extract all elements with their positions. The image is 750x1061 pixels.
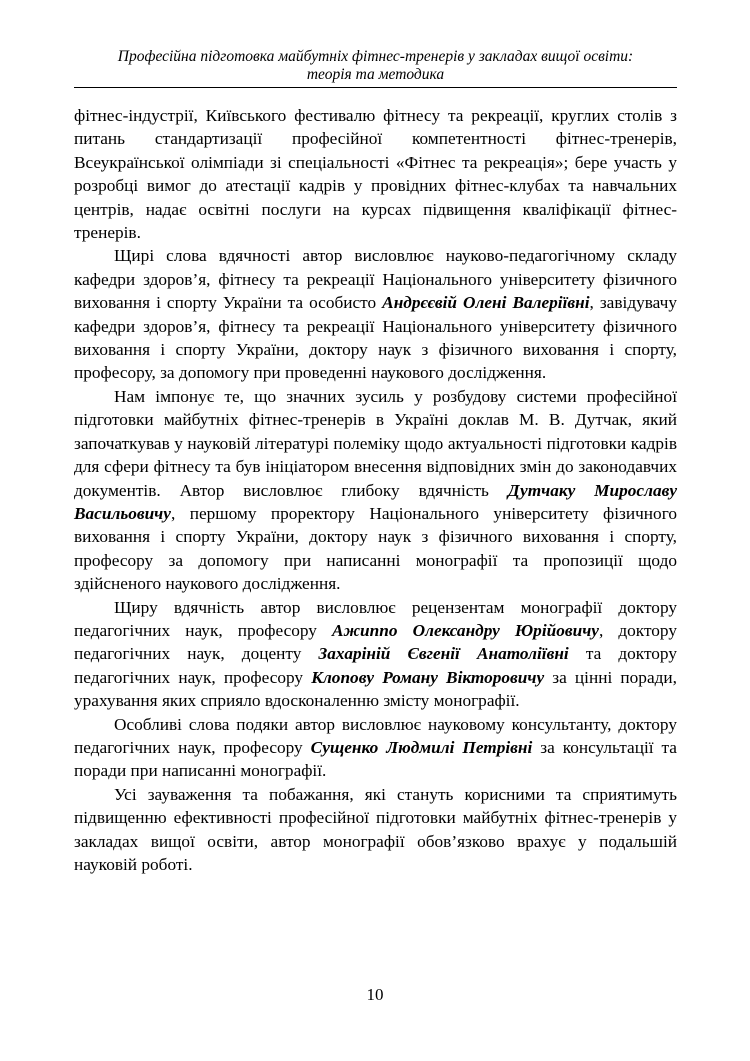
person-name: Андрєєвій Олені Валеріївні bbox=[382, 293, 590, 313]
paragraph-text: Щирі слова вдячності автор висловлює науково-педагогічному складу кафедри здоров’я, фітнесу та рекреації Національного університету фізичного виховання і спорту України та особисто bbox=[74, 246, 677, 313]
paragraph-text: Щиру вдячність автор висловлює рецензентам монографії доктору педагогічних наук, професору bbox=[74, 597, 677, 640]
paragraph-text: , доктору педагогічних наук, доценту bbox=[74, 620, 677, 664]
paragraph-acknowledgment-department bbox=[74, 244, 677, 384]
paragraph-text: та доктору педагогічних наук, професору bbox=[74, 644, 677, 687]
paragraph-acknowledgment-reviewers bbox=[74, 596, 677, 713]
paragraph-text: фітнес-індустрії, Київського фестивалю фітнесу та рекреації, круглих столів з питань стандартизації професійної компетентності фітнес-тренерів, Всеукраїнської олімпіади зі спеціальності «Фітнес та рекреація»; бере участь у розробці вимог до атестації кадрів у провідних фітнес-клубах та навчальних центрів, надає освітні послуги на курсах підвищення кваліфікації фітнес-тренерів. bbox=[74, 106, 677, 243]
paragraph-text: Нам імпонує те, що значних зусиль у розбудову системи професійної підготовки майбутніх фітнес-тренерів в Україні доклав М. В. Дутчак, який започаткував у науковій літературі полеміку щодо актуальності підготовки кадрів для сфери фітнесу та був ініціатором внесення відповідних змін до законодавчих документів. Автор висловлює глибоку вдячність bbox=[74, 386, 677, 500]
person-name: Захаріній Євгенії Анатоліївні bbox=[318, 644, 569, 664]
paragraph-text: за консультації та поради при написанні монографії. bbox=[74, 737, 677, 781]
paragraph-closing bbox=[74, 783, 677, 877]
paragraph-text: Особливі слова подяки автор висловлює науковому консультанту, доктору педагогічних наук, професору bbox=[74, 714, 677, 757]
paragraph-acknowledgment-consultant bbox=[74, 713, 677, 783]
person-name: Сущенко Людмилі Петрівні bbox=[310, 737, 533, 757]
paragraph-text: , першому проректору Національного університету фізичного виховання і спорту України, доктору наук з фізичного виховання і спорту, професору за допомогу при написанні монографії та пропозиції щодо здійсненого наукового дослідження. bbox=[74, 503, 677, 594]
paragraph-text: Усі зауваження та побажання, які стануть корисними та сприятимуть підвищенню ефективності професійної підготовки майбутніх фітнес-тренерів у закладах вищої освіти, автор монографії обов’язково врахує у подальшій науковій роботі. bbox=[74, 784, 677, 874]
person-name: Клопову Роману Вікторовичу bbox=[311, 667, 545, 687]
body-text bbox=[74, 104, 677, 876]
running-header-line-2: теорія та методика bbox=[306, 66, 445, 83]
running-header-line-1: Професійна підготовка майбутніх фітнес-тренерів у закладах вищої освіти: bbox=[117, 48, 634, 65]
paragraph-acknowledgment-dutchak bbox=[74, 385, 677, 596]
paragraph-text: за цінні поради, урахування яких сприяло вдосконаленню змісту монографії. bbox=[74, 667, 677, 711]
running-header bbox=[74, 48, 677, 84]
page-number: 10 bbox=[366, 985, 384, 1004]
paragraph-continuation bbox=[74, 104, 677, 244]
header-divider bbox=[74, 87, 677, 88]
person-name: Дутчаку Мирославу Васильовичу bbox=[74, 480, 678, 523]
person-name: Ажиппо Олександру Юрійовичу bbox=[332, 620, 599, 640]
paragraph-text: , завідувачу кафедри здоров’я, фітнесу та рекреації Національного університету фізичного виховання і спорту України, доктору наук з фізичного виховання і спорту, професору, за допомогу при проведенні наукового дослідження. bbox=[74, 293, 677, 383]
